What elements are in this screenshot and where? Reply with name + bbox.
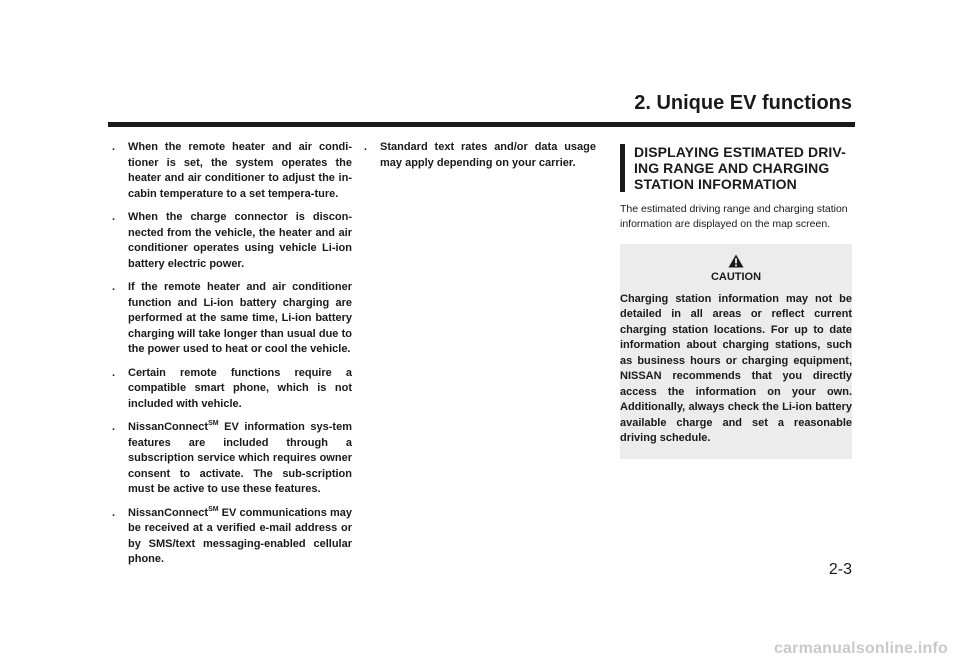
section-heading: DISPLAYING ESTIMATED DRIV-ING RANGE AND CHARGING STATION INFORMATION (634, 144, 846, 192)
bullet-text: Standard text rates and/or data usage may apply depending on your carrier. (380, 141, 596, 169)
bullet-text: If the remote heater and air conditioner function and Li-ion battery charging are performed at the same time, Li-ion battery charging will take longer than usual due to the power used to heat or cool the vehicle. (128, 281, 352, 355)
list-item (112, 280, 352, 358)
header-rule (108, 122, 855, 127)
bullet-list (112, 140, 352, 568)
caution-box (620, 244, 852, 459)
list-item (112, 366, 352, 413)
list-item (112, 420, 352, 498)
warning-triangle-icon (728, 254, 744, 268)
bullet-text: When the charge connector is discon-nected from the vehicle, the heater and air conditioner operates using vehicle Li-ion battery electric power. (128, 211, 352, 270)
bullet-text: Certain remote functions require a compatible smart phone, which is not included with vehicle. (128, 366, 352, 410)
bullet-dot: . (112, 211, 116, 223)
brand-name: NissanConnect (128, 506, 209, 519)
column-1 (112, 140, 352, 576)
list-item (112, 506, 352, 568)
service-mark: SM (208, 420, 219, 427)
bullet-text: EV communications may be received at a verified e-mail address or by SMS/text messaging-enabled cellular phone. (128, 506, 352, 565)
page-header-title: 2. Unique EV functions (634, 92, 852, 114)
bullet-dot: . (112, 141, 116, 153)
bullet-dot: . (364, 141, 368, 153)
list-item (112, 140, 352, 202)
bullet-dot: . (112, 506, 116, 519)
bullet-dot: . (112, 421, 116, 433)
list-item (112, 210, 352, 272)
bullet-text: EV information sys-tem features are included through a subscription service which requires owner consent to activate. The sub-scription must be active to use these features. (128, 421, 352, 495)
brand-name: NissanConnect (128, 421, 209, 433)
watermark: carmanualsonline.info (773, 640, 948, 657)
column-2 (364, 140, 596, 179)
section-intro: The estimated driving range and charging station information are displayed on the map screen. (620, 203, 848, 230)
caution-label: CAUTION (710, 271, 762, 283)
page-number: 2-3 (828, 561, 852, 578)
service-mark: SM (208, 505, 219, 513)
bullet-text: When the remote heater and air condi-tioner is set, the system operates the heater and air conditioner to adjust the in-cabin temperature to a set tempera-ture. (128, 141, 352, 200)
section-heading-block (620, 144, 852, 192)
bullet-list (364, 140, 596, 171)
caution-text: Charging station information may not be detailed in all areas or reflect current charging station locations. For up to date information about charging stations, such as business hours or charging equipment, NISSAN recommends that you directly access the information on your own. Additionally, always check the Li-ion battery available charge and set a reasonable driving schedule. (620, 292, 852, 444)
caution-header (620, 254, 852, 286)
bullet-dot: . (112, 366, 116, 379)
section-marker-bar (620, 144, 625, 192)
list-item (364, 140, 596, 171)
column-3 (620, 140, 852, 459)
bullet-dot: . (112, 281, 116, 293)
